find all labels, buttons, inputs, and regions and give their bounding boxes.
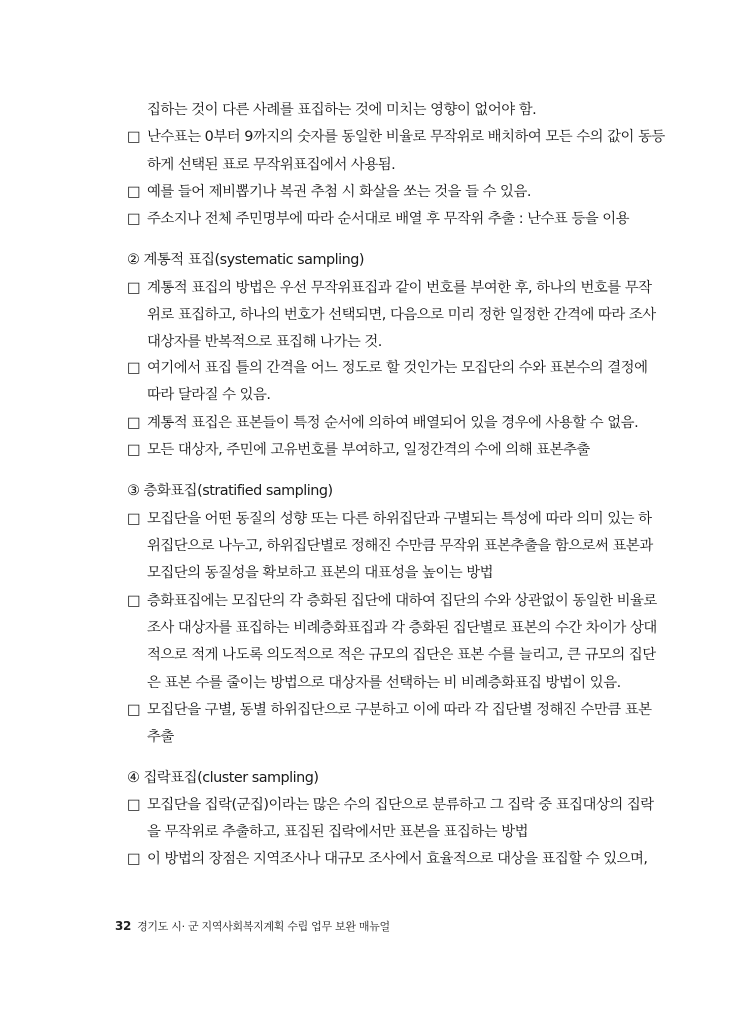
body-line: 적으로 적게 나도록 의도적으로 적은 규모의 집단은 표본 수를 늘리고, 큰 규모의 집단	[147, 647, 656, 663]
bullet-item: □ 난수표는 0부터 9까지의 숫자를 동일한 비율로 무작위로 배치하여 모든 수의 값이 동등	[127, 129, 665, 145]
bullet-item: □ 이 방법의 장점은 지역조사나 대규모 조사에서 효율적으로 대상을 표집할 수 있으며,	[127, 851, 648, 867]
checkbox-bullet-icon: □	[127, 184, 141, 200]
bullet-item: □ 모집단을 집락(군집)이라는 많은 수의 집단으로 분류하고 그 집락 중 표집대상의 집락	[127, 797, 654, 813]
bullet-item: □ 층화표집에는 모집단의 각 층화된 집단에 대하여 집단의 수와 상관없이 동일한 비율로	[127, 593, 657, 609]
bullet-item: □ 모집단을 구별, 동별 하위집단으로 구분하고 이에 따라 각 집단별 정해진 수만큼 표본	[127, 702, 652, 718]
checkbox-bullet-icon: □	[127, 442, 141, 458]
body-line: 을 무작위로 추출하고, 표집된 집락에서만 표본을 표집하는 방법	[147, 824, 529, 840]
body-line: 추출	[147, 729, 174, 745]
checkbox-bullet-icon: □	[127, 415, 141, 431]
checkbox-bullet-icon: □	[127, 360, 141, 376]
bullet-item: □ 계통적 표집은 표본들이 특정 순서에 의하여 배열되어 있을 경우에 사용할 수 없음.	[127, 415, 639, 431]
body-line: 위로 표집하고, 하나의 번호가 선택되면, 다음으로 미리 정한 일정한 간격에 따라 조사	[147, 307, 656, 323]
checkbox-bullet-icon: □	[127, 280, 141, 296]
body-line: 집하는 것이 다른 사례를 표집하는 것에 미치는 영향이 없어야 함.	[147, 102, 537, 118]
body-line: 하게 선택된 표로 무작위표집에서 사용됨.	[147, 157, 396, 173]
page-footer	[115, 919, 390, 934]
section-heading: ④ 집락표집(cluster sampling)	[127, 770, 319, 786]
bullet-item: □ 모집단을 어떤 동질의 성향 또는 다른 하위집단과 구별되는 특성에 따라 의미 있는 하	[127, 511, 652, 527]
bullet-item: □ 주소지나 전체 주민명부에 따라 순서대로 배열 후 무작위 추출 : 난수표 등을 이용	[127, 211, 630, 227]
footer-title: 경기도 시· 군 지역사회복지계획 수립 업무 보완 매뉴얼	[137, 920, 390, 933]
body-line: 위집단으로 나누고, 하위집단별로 정해진 수만큼 무작위 표본추출을 함으로써 표본과	[147, 538, 653, 554]
bullet-item: □ 모든 대상자, 주민에 고유번호를 부여하고, 일정간격의 수에 의해 표본추출	[127, 442, 590, 458]
checkbox-bullet-icon: □	[127, 797, 141, 813]
checkbox-bullet-icon: □	[127, 593, 141, 609]
section-heading: ③ 층화표집(stratified sampling)	[127, 483, 333, 499]
checkbox-bullet-icon: □	[127, 511, 141, 527]
body-line: 따라 달라질 수 있음.	[147, 387, 271, 403]
body-line: 모집단의 동질성을 확보하고 표본의 대표성을 높이는 방법	[147, 565, 494, 581]
body-line: 은 표본 수를 줄이는 방법으로 대상자를 선택하는 비 비례층화표집 방법이 있음.	[147, 675, 621, 691]
page-number: 32	[115, 919, 132, 933]
body-line: 조사 대상자를 표집하는 비례층화표집과 각 층화된 집단별로 표본의 수간 차이가 상대	[147, 620, 657, 636]
bullet-item: □ 계통적 표집의 방법은 우선 무작위표집과 같이 번호를 부여한 후, 하나의 번호를 무작	[127, 280, 652, 296]
body-line: 대상자를 반복적으로 표집해 나가는 것.	[147, 334, 382, 350]
section-heading: ② 계통적 표집(systematic sampling)	[127, 252, 364, 268]
bullet-item: □ 여기에서 표집 틀의 간격을 어느 정도로 할 것인가는 모집단의 수와 표본수의 결정에	[127, 360, 648, 376]
checkbox-bullet-icon: □	[127, 851, 141, 867]
bullet-item: □ 예를 들어 제비뽑기나 복권 추첨 시 화살을 쏘는 것을 들 수 있음.	[127, 184, 531, 200]
checkbox-bullet-icon: □	[127, 129, 141, 145]
checkbox-bullet-icon: □	[127, 211, 141, 227]
checkbox-bullet-icon: □	[127, 702, 141, 718]
